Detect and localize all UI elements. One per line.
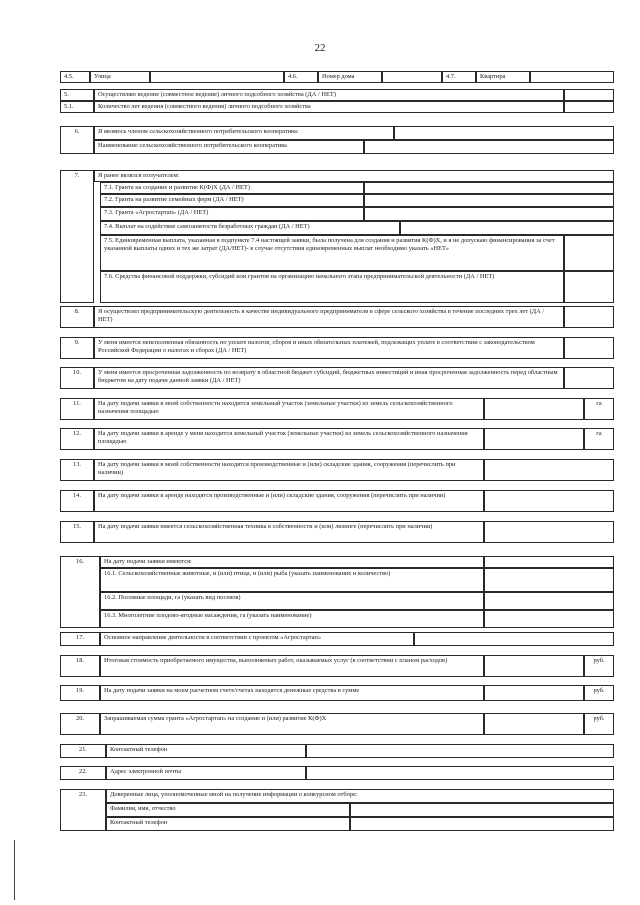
total-cost-field[interactable]: [484, 655, 584, 677]
tax-debt-answer-field[interactable]: [564, 337, 614, 359]
household-question: Осуществляю ведение (совместное ведение) личного подсобного хозяйства (ДА / НЕТ): [94, 89, 564, 101]
street-label: Улица: [90, 71, 150, 83]
cooperative-question: Я являюсь членом сельскохозяйственного потребительского кооператива:: [94, 126, 394, 140]
account-balance-unit: руб.: [584, 685, 614, 701]
phone-field[interactable]: [306, 744, 614, 758]
assets-item: 16.3. Многолетние плодово-ягодные насаждения, га (указать наименование): [100, 610, 484, 628]
assets-item: 16.2. Посевные площади, га (указать вид посевов): [100, 592, 484, 610]
row-number: 9.: [60, 337, 94, 359]
street-field[interactable]: [150, 71, 284, 83]
tax-debt-question: У меня имеется неисполненная обязанность по уплате налогов, сборов и иных обязательных платежей, подлежащих уплате в соответствии с законодательством Российской Федерации о налогах и сборах (ДА / НЕТ): [94, 337, 564, 359]
assets-question: На дату подачи заявки имеются:: [100, 556, 484, 568]
entrepreneur-answer-field[interactable]: [564, 306, 614, 328]
household-years-field[interactable]: [564, 101, 614, 113]
grant-amount-unit: руб.: [584, 713, 614, 735]
owned-buildings-field[interactable]: [484, 459, 614, 481]
assets-item: 16.1. Сельскохозяйственные животные, и (или) птица, и (или) рыба (указать наименование и количество): [100, 568, 484, 592]
recipient-item: 7.6. Средства финансовой поддержки, субсидий или грантов на организацию начального этапа предпринимательской деятельности (ДА / НЕТ): [100, 271, 564, 303]
trusted-phone-label: Контактный телефон: [106, 817, 350, 831]
entrepreneur-question: Я осуществлял предпринимательскую деятельность в качестве индивидуального предпринимателя в сфере сельского хозяйства в течение последних трех лет (ДА / НЕТ): [94, 306, 564, 328]
recipient-answer-field[interactable]: [400, 221, 614, 235]
trusted-name-label: Фамилия, имя, отчество: [106, 803, 350, 817]
row-number: 7.: [60, 170, 94, 303]
recipient-answer-field[interactable]: [364, 207, 614, 221]
recipient-item: 7.1. Гранта на создание и развитие К(Ф)Х (ДА / НЕТ): [100, 182, 364, 194]
apartment-field[interactable]: [530, 71, 614, 83]
row-number: 11.: [60, 398, 94, 420]
assets-answer-field[interactable]: [484, 592, 614, 610]
page-number: 22: [314, 42, 326, 54]
leased-land-unit: га: [584, 428, 614, 450]
household-answer-field[interactable]: [564, 89, 614, 101]
recipient-answer-field[interactable]: [364, 194, 614, 207]
row-number: 5.: [60, 89, 94, 101]
leased-buildings-field[interactable]: [484, 490, 614, 512]
trusted-persons-label: Доверенные лица, уполномоченные мной на получение информации о конкурсном отборе:: [106, 789, 614, 803]
activity-direction-field[interactable]: [414, 632, 614, 646]
budget-debt-question: У меня имеется просроченная задолженность по возврату в областной бюджет субсидий, бюджетных инвестиций и иная просроченная задолженность перед областным бюджетом на дату подачи данной заявки (ДА / НЕТ): [94, 367, 564, 389]
row-number: 17.: [60, 632, 100, 646]
account-balance-label: На дату подачи заявки на моем расчетном счете/счетах находятся денежные средства в сумме: [100, 685, 484, 701]
row-number: 15.: [60, 521, 94, 543]
email-field[interactable]: [306, 766, 614, 780]
assets-blank: [484, 556, 614, 568]
house-number-field[interactable]: [382, 71, 442, 83]
grant-amount-field[interactable]: [484, 713, 584, 735]
grant-amount-label: Запрашиваемая сумма гранта «Агростартап» на создание и (или) развитие К(Ф)Х: [100, 713, 484, 735]
trusted-name-field[interactable]: [350, 803, 614, 817]
owned-land-unit: га: [584, 398, 614, 420]
recipient-answer-field[interactable]: [564, 271, 614, 303]
trusted-phone-field[interactable]: [350, 817, 614, 831]
cooperative-name-field[interactable]: [364, 140, 614, 154]
row-number: 18.: [60, 655, 100, 677]
row-number: 20.: [60, 713, 100, 735]
leased-land-field[interactable]: [484, 428, 584, 450]
scan-edge-line: [14, 840, 15, 900]
house-number-label: Номер дома: [318, 71, 382, 83]
email-label: Адрес электронной почты: [106, 766, 306, 780]
row-number: 12.: [60, 428, 94, 450]
recipient-item: 7.5. Единовременная выплата, указанная в подпункте 7.4 настоящей заявки, была получена для создания и развития К(Ф)Х, и я не допускаю финансирования за счет указанной выплаты одних и тех же затрат (ДА/НЕТ)- в случае отсутствия единовременных выплат необходимо указать «НЕТ»: [100, 235, 564, 271]
household-years-question: Количество лет ведения (совместного ведения) личного подсобного хозяйства: [94, 101, 564, 113]
cooperative-answer-field[interactable]: [394, 126, 614, 140]
total-cost-unit: руб.: [584, 655, 614, 677]
recipient-item: 7.2. Гранта на развитие семейных ферм (ДА / НЕТ): [100, 194, 364, 207]
leased-land-question: На дату подачи заявки в аренде у меня находится земельный участок (земельные участки) из земель сельскохозяйственного назначения площадью: [94, 428, 484, 450]
recipient-answer-field[interactable]: [364, 182, 614, 194]
machinery-field[interactable]: [484, 521, 614, 543]
row-number: 22.: [60, 766, 106, 780]
phone-label: Контактный телефон: [106, 744, 306, 758]
row-number: 19.: [60, 685, 100, 701]
machinery-question: На дату подачи заявки имеется сельскохозяйственная техника в собственности и (или) лизинге (перечислить при наличии): [94, 521, 484, 543]
recipient-item: 7.4. Выплат на содействие самозанятости безработных граждан (ДА / НЕТ): [100, 221, 400, 235]
owned-land-field[interactable]: [484, 398, 584, 420]
row-number: 16.: [60, 556, 100, 628]
recipient-item: 7.3. Гранта «Агростартап» (ДА / НЕТ): [100, 207, 364, 221]
row-number: 23.: [60, 789, 106, 831]
row-number: 6.: [60, 126, 94, 154]
owned-land-question: На дату подачи заявки в моей собственности находится земельный участок (земельные участки) из земель сельскохозяйственного назначения площадью: [94, 398, 484, 420]
row-number: 4.6.: [284, 71, 318, 83]
row-number: 4.7.: [442, 71, 476, 83]
owned-buildings-question: На дату подачи заявки в моей собственности находятся производственные и (или) складские здания, сооружения (перечислить при наличии): [94, 459, 484, 481]
row-number: 21.: [60, 744, 106, 758]
row-number: 4.5.: [60, 71, 90, 83]
budget-debt-answer-field[interactable]: [564, 367, 614, 389]
row-number: 5.1.: [60, 101, 94, 113]
row-number: 8.: [60, 306, 94, 328]
total-cost-label: Итоговая стоимость приобретаемого имущества, выполняемых работ, оказываемых услуг (в соответствии с планом расходов): [100, 655, 484, 677]
recipient-answer-field[interactable]: [564, 235, 614, 271]
activity-direction-label: Основное направление деятельности в соответствии с проектом «Агростартап»: [100, 632, 414, 646]
row-number: 10.: [60, 367, 94, 389]
recipient-question: Я ранее являлся получателем:: [94, 170, 614, 182]
assets-answer-field[interactable]: [484, 568, 614, 592]
row-number: 13.: [60, 459, 94, 481]
row-number: 14.: [60, 490, 94, 512]
apartment-label: Квартира: [476, 71, 530, 83]
assets-answer-field[interactable]: [484, 610, 614, 628]
leased-buildings-question: На дату подачи заявки в аренде находятся производственные и (или) складские здания, сооружения (перечислить при наличии): [94, 490, 484, 512]
account-balance-field[interactable]: [484, 685, 584, 701]
cooperative-name-label: Наименование сельскохозяйственного потребительского кооператива: [94, 140, 364, 154]
